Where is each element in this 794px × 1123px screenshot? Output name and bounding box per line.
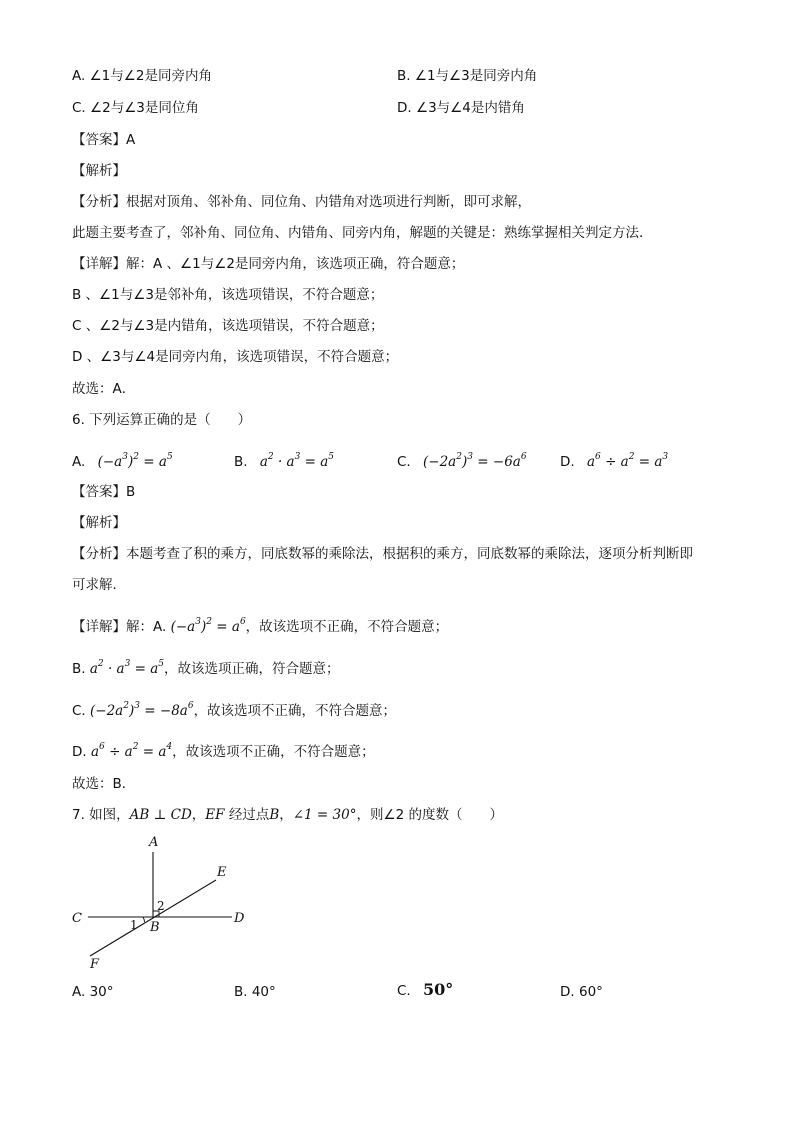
formula-a: $(-a^3)^2 = a^5$ [97, 452, 173, 470]
q6-analysis-tag: 【解析】 [72, 515, 126, 531]
q6-detail-d [72, 738, 375, 761]
label-b: B [150, 920, 160, 935]
q5-option-a: A. ∠1与∠2是同旁内角 [72, 68, 212, 84]
detail-c-formula: $(-2a^2)^3 = -8a^6$ [90, 701, 194, 719]
label-a: A [149, 835, 159, 850]
q7-point-b: B [269, 807, 280, 823]
q7-option-d: D. 60° [560, 984, 603, 1000]
q7-angle1: ∠1 = 30° [292, 807, 357, 823]
q7-ef: EF [205, 807, 225, 823]
answer-tag: 【答案】 [72, 484, 126, 500]
q6-detail-c [72, 697, 396, 720]
q7-stem-mid1: 经过点 [228, 807, 270, 823]
answer-value: A [126, 132, 136, 148]
q5-detail-b: B 、∠1与∠3是邻补角，该选项错误，不符合题意； [72, 287, 384, 303]
q7-ab-perp-cd: AB ⊥ CD [129, 807, 192, 823]
q7-option-b: B. 40° [234, 984, 276, 1000]
q6-conclusion: 故选：B． [72, 776, 136, 792]
label-f: F [90, 957, 100, 972]
q5-fenxi-2: 此题主要考查了，邻补角、同位角、内错角、同旁内角，解题的关键是：熟练掌握相关判定方法． [72, 225, 653, 241]
q5-option-b: B. ∠1与∠3是同旁内角 [397, 68, 538, 84]
detail-b-prefix: B. [72, 661, 86, 677]
fenxi-tag: 【分析】 [72, 194, 126, 210]
answer-value: B [126, 484, 136, 500]
formula-b: $a^2 \cdot a^3 = a^5$ [259, 452, 335, 470]
fenxi-text: 根据对顶角、邻补角、同位角、内错角对选项进行判断，即可求解， [126, 194, 531, 210]
q5-option-c: C. ∠2与∠3是同位角 [72, 100, 199, 116]
q5-option-d: D. ∠3与∠4是内错角 [397, 100, 525, 116]
q7-stem: 7. 如图，AB ⊥ CD，EF 经过点B，∠1 = 30°，则∠2 的度数（ ） [72, 807, 503, 823]
q7-option-a: A. 30° [72, 984, 114, 1000]
option-label: A. [72, 454, 86, 470]
q7-geometry-figure [66, 832, 266, 977]
formula-d: $a^6 \div a^2 = a^3$ [586, 452, 669, 470]
detail-c-prefix: C. [72, 703, 86, 719]
answer-tag: 【答案】 [72, 132, 126, 148]
detail-b-suffix: ，故该选项正确，符合题意； [164, 661, 340, 677]
q7-stem-end: ，则∠2 的度数（ ） [356, 807, 503, 823]
detail-a-prefix: 解：A. [126, 619, 167, 635]
angle-1-arc [143, 917, 145, 922]
label-e: E [217, 865, 227, 880]
label-angle-1: 1 [130, 918, 138, 932]
detail-b-formula: $a^2 \cdot a^3 = a^5$ [89, 659, 165, 677]
q6-detail-b [72, 655, 340, 678]
q5-detail-c: C 、∠2与∠3是内错角，该选项错误，不符合题意； [72, 318, 384, 334]
q6-stem: 6. 下列运算正确的是（ ） [72, 412, 252, 428]
q6-option-b [234, 448, 334, 471]
option-label: C. [397, 454, 411, 470]
q6-fenxi [72, 545, 693, 563]
label-d: D [234, 911, 245, 926]
detail-a-formula: $(-a^3)^2 = a^6$ [170, 617, 246, 635]
detail-a-text: 解：A 、∠1与∠2是同旁内角，该选项正确，符合题意； [126, 256, 465, 272]
detail-tag: 【详解】 [72, 619, 126, 635]
detail-d-prefix: D. [72, 744, 87, 760]
detail-tag: 【详解】 [72, 256, 126, 272]
q7-stem-mid2: ， [279, 807, 293, 823]
q6-fenxi-2: 可求解． [72, 577, 126, 593]
q6-option-d [560, 448, 668, 471]
q6-option-a [72, 448, 173, 471]
q7-stem-num: 7. 如图， [72, 807, 130, 823]
q5-detail-d: D 、∠3与∠4是同旁内角，该选项错误，不符合题意； [72, 349, 399, 365]
label-angle-2: 2 [157, 899, 165, 913]
q5-conclusion: 故选：A． [72, 381, 136, 397]
q6-detail-a [72, 613, 448, 636]
option-label: C. [397, 983, 411, 999]
detail-c-suffix: ，故该选项不正确，不符合题意； [193, 703, 397, 719]
formula-c: $(-2a^2)^3 = -6a^6$ [423, 452, 527, 470]
fenxi-text: 本题考查了积的乘方，同底数幂的乘除法，根据积的乘方，同底数幂的乘除法，逐项分析判断即 [126, 546, 693, 562]
option-c-value: 50° [423, 980, 454, 999]
label-c: C [72, 911, 82, 926]
q5-answer [72, 131, 135, 149]
q5-fenxi [72, 193, 531, 211]
q5-detail-a [72, 255, 464, 273]
fenxi-tag: 【分析】 [72, 546, 126, 562]
detail-a-suffix: ，故该选项不正确，不符合题意； [245, 619, 449, 635]
option-label: D. [560, 454, 575, 470]
q5-analysis-tag: 【解析】 [72, 163, 126, 179]
q7-option-c [397, 981, 453, 1000]
option-label: B. [234, 454, 248, 470]
detail-d-suffix: ，故该选项不正确，不符合题意； [172, 744, 375, 760]
detail-d-formula: $a^6 \div a^2 = a^4$ [90, 742, 173, 760]
q6-answer [72, 483, 135, 501]
q6-option-c [397, 448, 527, 471]
